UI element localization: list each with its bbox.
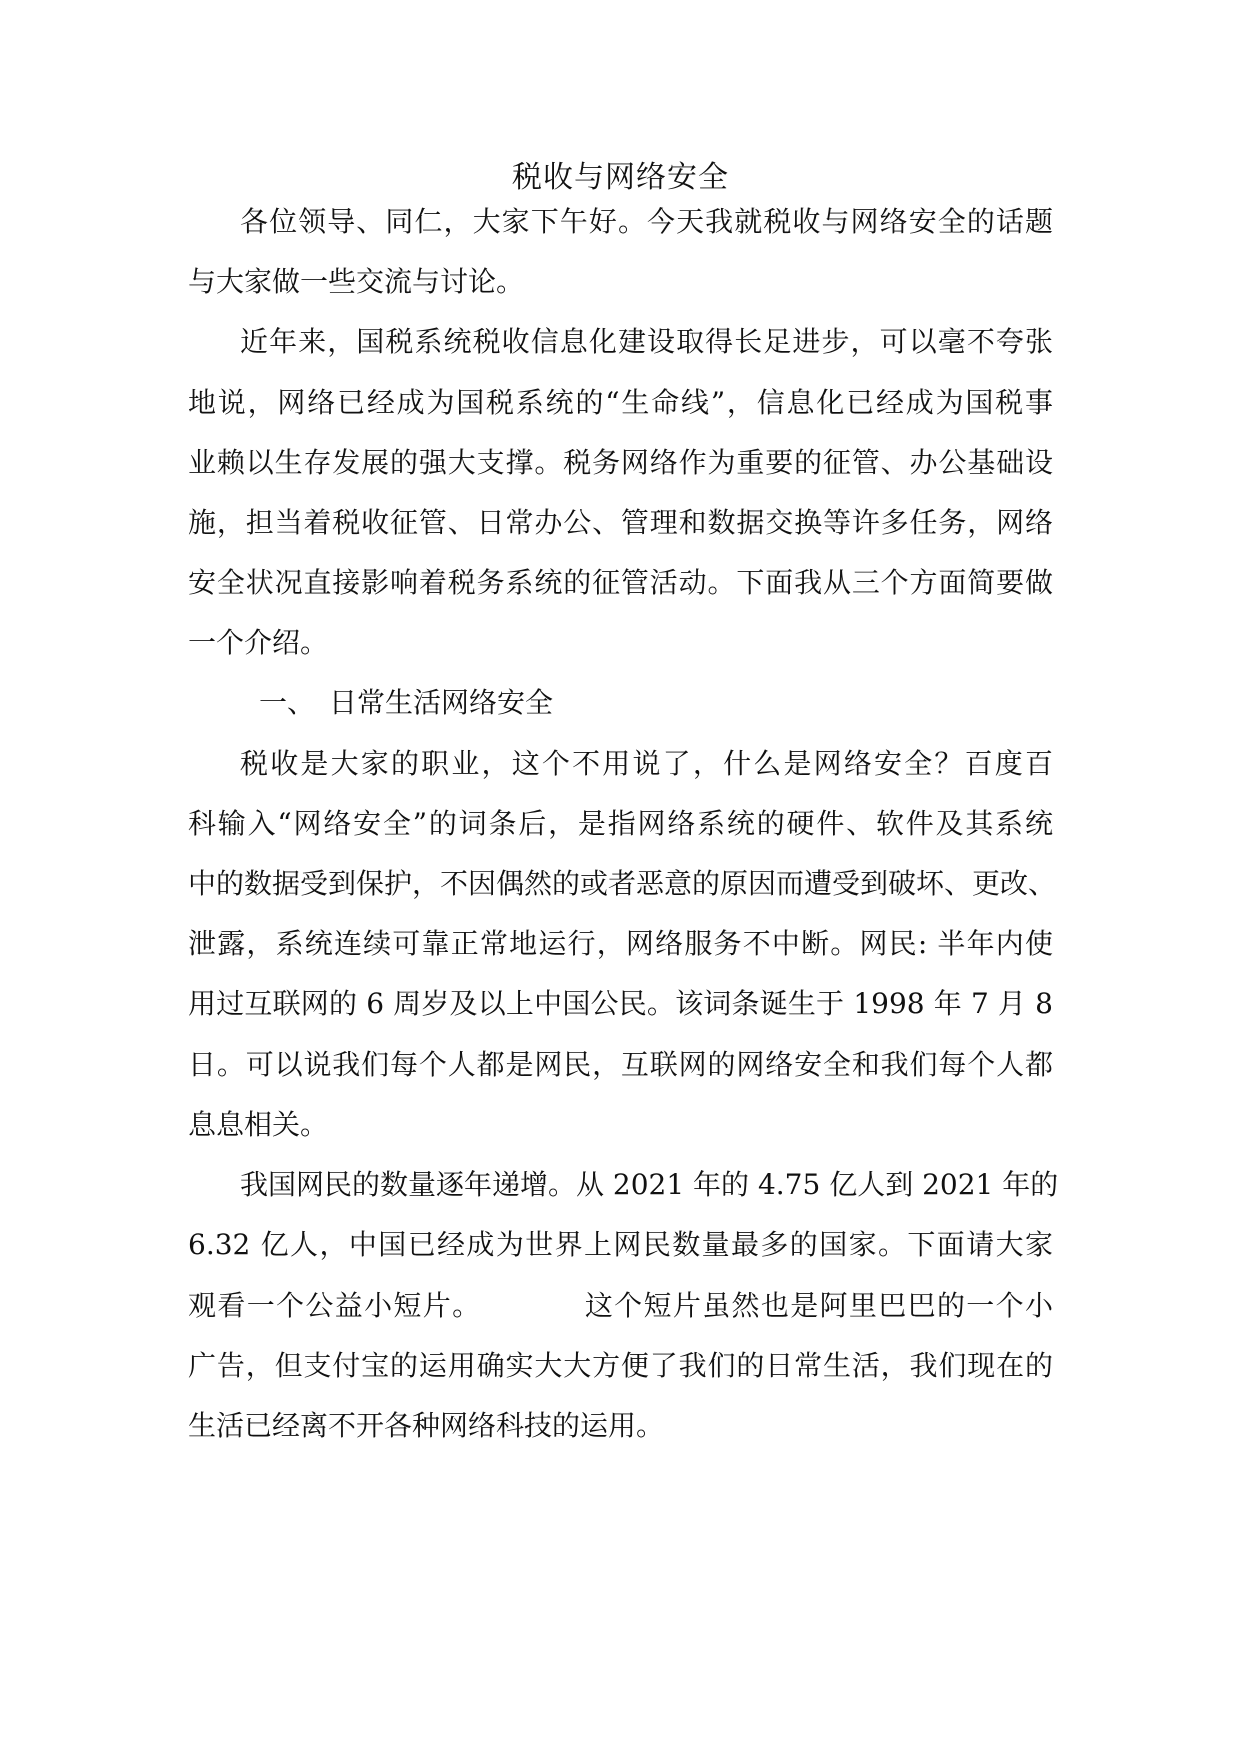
- paragraph-line: 一个介绍。: [188, 626, 329, 659]
- paragraph-line: 与大家做一些交流与讨论。: [188, 265, 525, 298]
- paragraph-line: 业赖以生存发展的强大支撑。税务网络作为重要的征管、办公基础设: [188, 446, 1053, 479]
- document-title: 税收与网络安全: [512, 160, 729, 195]
- section-heading: 一、 日常生活网络安全: [259, 686, 554, 719]
- paragraph-line: 安全状况直接影响着税务系统的征管活动。下面我从三个方面简要做: [188, 566, 1053, 599]
- paragraph-line: 泄露，系统连续可靠正常地运行，网络服务不中断。网民: 半年内使: [188, 927, 1053, 960]
- paragraph-line: 6.32 亿人，中国已经成为世界上网民数量最多的国家。下面请大家: [188, 1228, 1053, 1261]
- paragraph-line: 税收是大家的职业，这个不用说了，什么是网络安全？百度百: [240, 747, 1053, 780]
- paragraph-line: 息息相关。: [188, 1108, 329, 1141]
- paragraph-line: 我国网民的数量逐年递增。从 2021 年的 4.75 亿人到 2021 年的: [240, 1168, 1059, 1201]
- paragraph-line: 日。可以说我们每个人都是网民，互联网的网络安全和我们每个人都: [188, 1048, 1053, 1081]
- paragraph-line: 生活已经离不开各种网络科技的运用。: [188, 1409, 665, 1442]
- paragraph-line: 地说，网络已经成为国税系统的“生命线”，信息化已经成为国税事: [188, 386, 1053, 419]
- paragraph-line: 用过互联网的 6 周岁及以上中国公民。该词条诞生于 1998 年 7 月 8: [188, 987, 1053, 1020]
- paragraph-line: 施，担当着税收征管、日常办公、管理和数据交换等许多任务，网络: [188, 506, 1053, 539]
- paragraph-line: 广告，但支付宝的运用确实大大方便了我们的日常生活，我们现在的: [188, 1349, 1053, 1382]
- paragraph-line: 观看一个公益小短片。 这个短片虽然也是阿里巴巴的一个小: [188, 1289, 1053, 1322]
- paragraph-line: 各位领导、同仁，大家下午好。今天我就税收与网络安全的话题: [240, 205, 1053, 238]
- paragraph-line: 近年来，国税系统税收信息化建设取得长足进步，可以毫不夸张: [240, 325, 1053, 358]
- paragraph-line: 科输入“网络安全”的词条后，是指网络系统的硬件、软件及其系统: [188, 807, 1053, 840]
- paragraph-line: 中的数据受到保护，不因偶然的或者恶意的原因而遭受到破坏、更改、: [188, 867, 1057, 900]
